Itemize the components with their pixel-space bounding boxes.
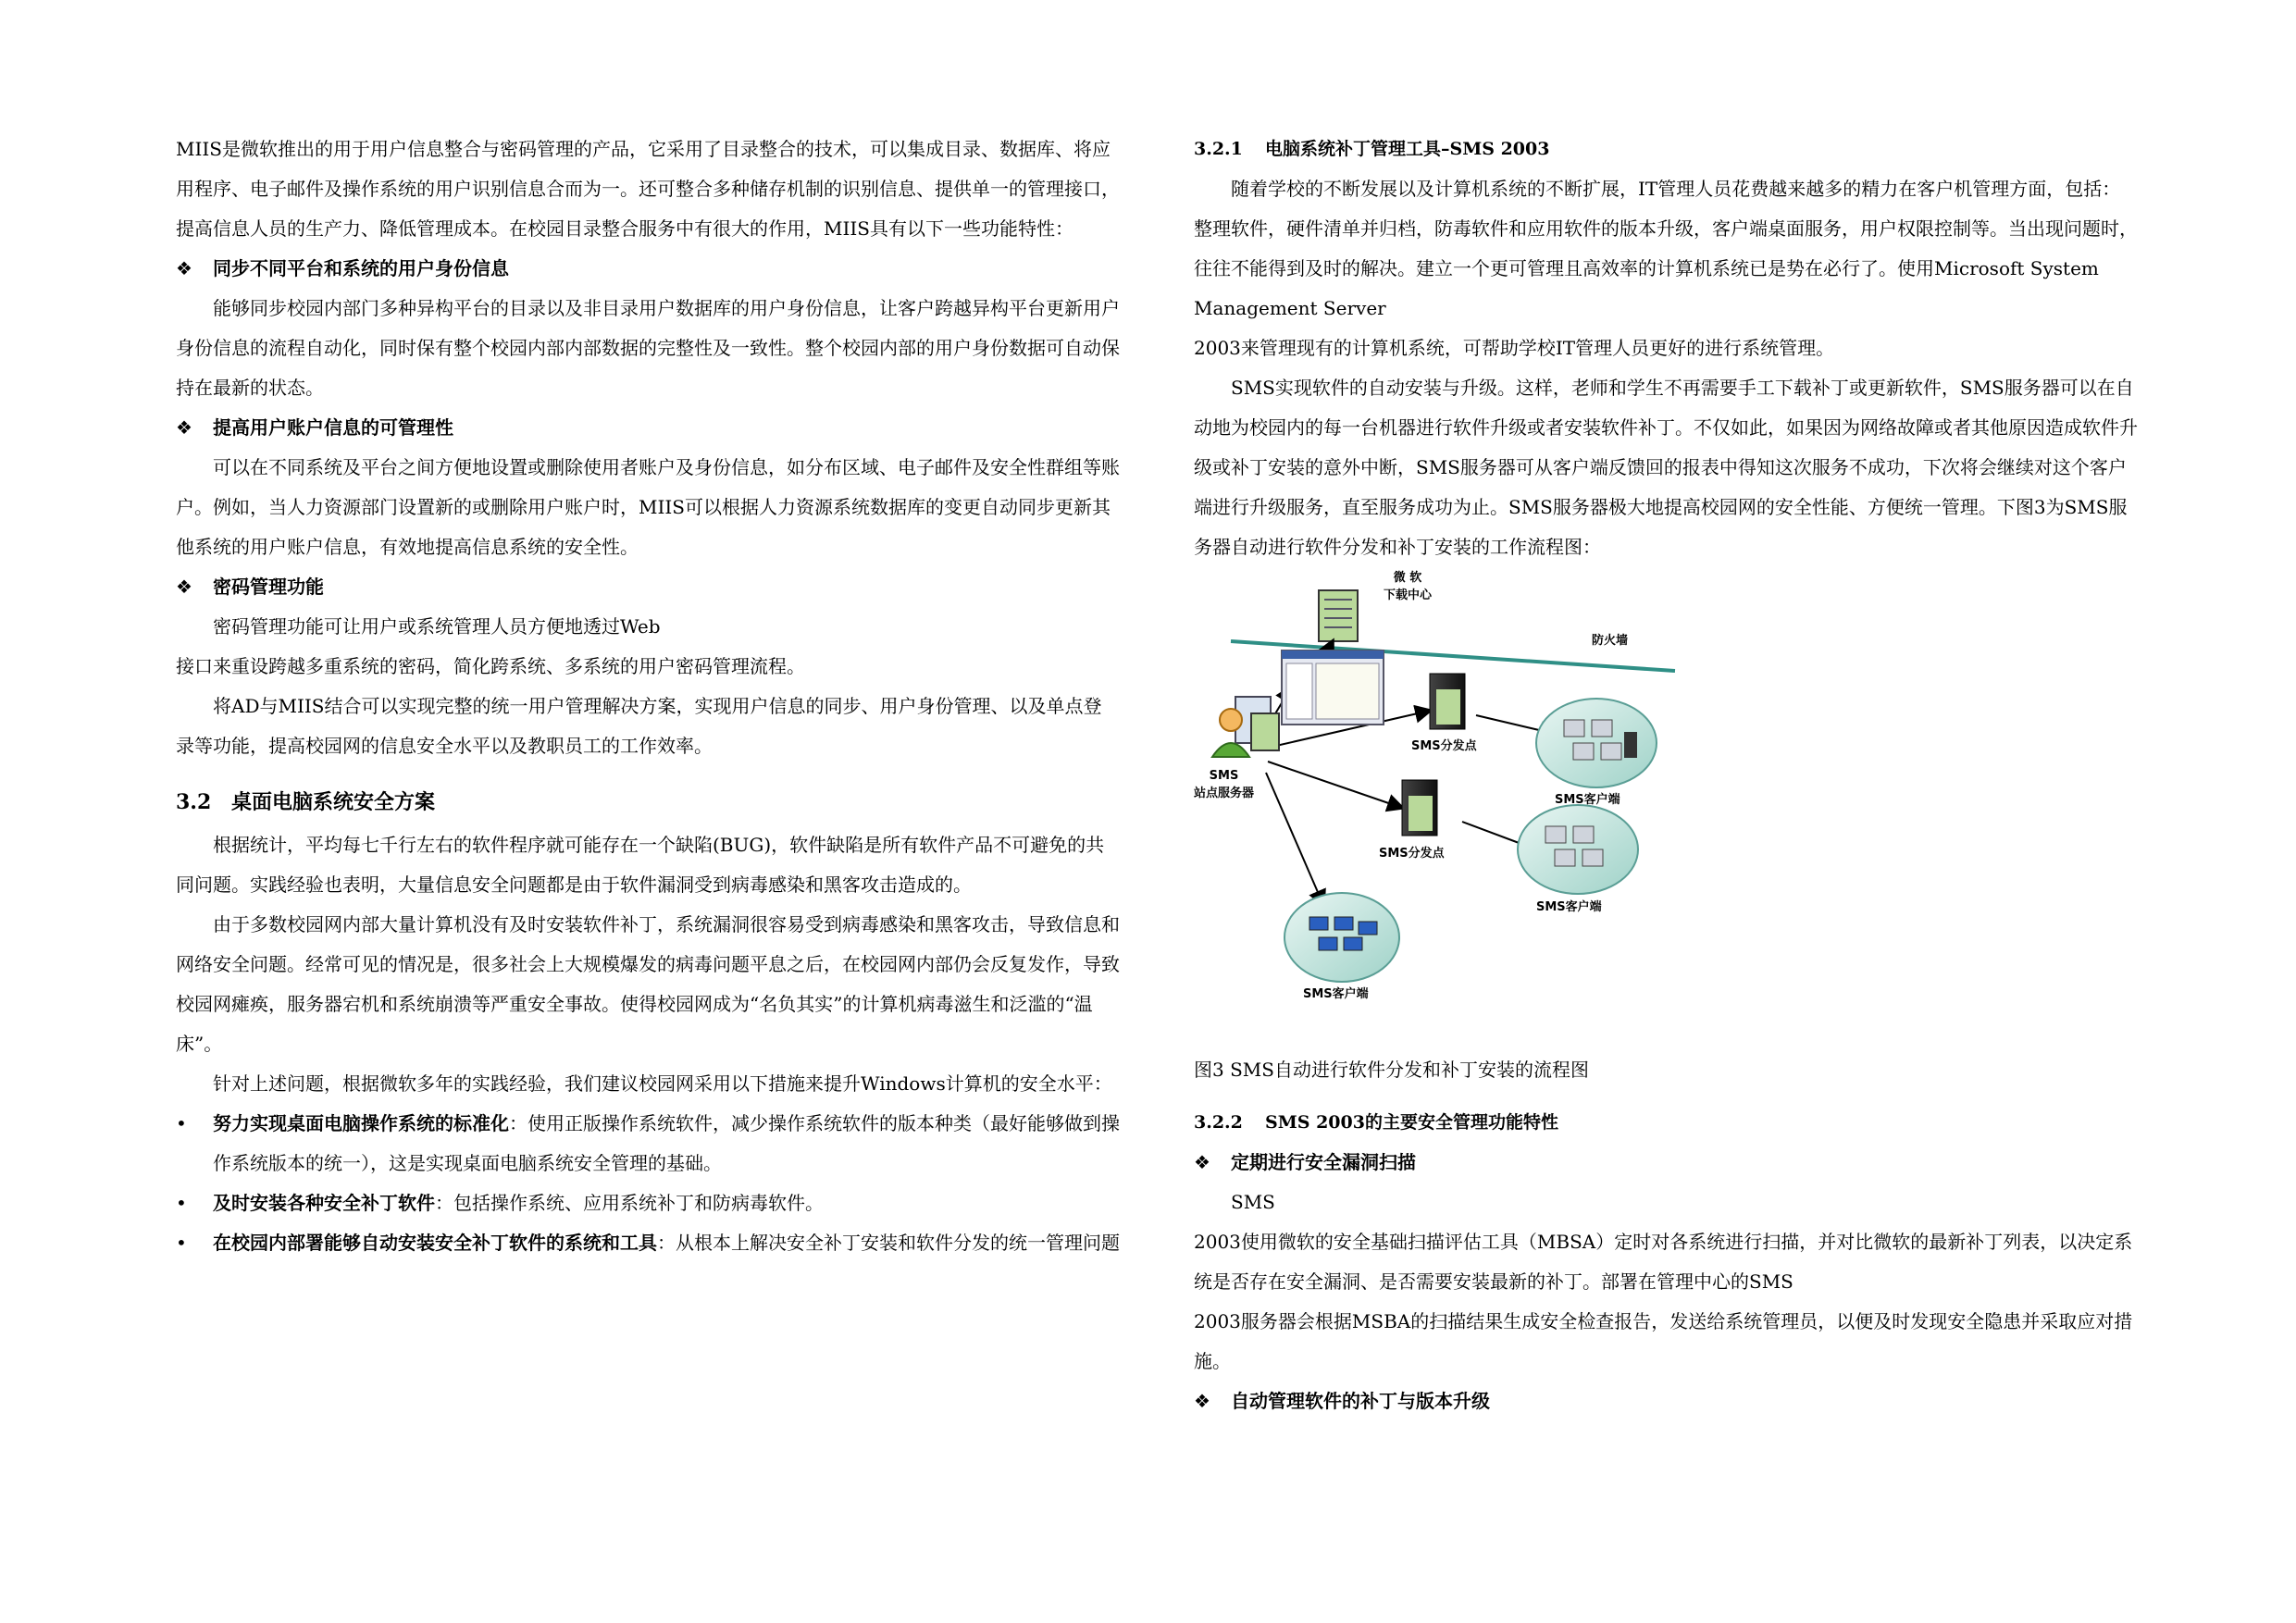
bullet-heading: ❖ 提高用户账户信息的可管理性 [176, 408, 1120, 448]
arrow [1266, 773, 1323, 905]
download-center-label: 微 软 下载中心 [1384, 571, 1433, 602]
paragraph: 2003服务器会根据MSBA的扫描结果生成安全检查报告，发送给系统管理员，以便及时发现安全隐患并采取应对措施。 [1194, 1310, 2133, 1372]
diamond-bullet-icon: ❖ [1194, 1390, 1210, 1412]
paragraph: 由于多数校园网内部大量计算机没有及时安装软件补丁，系统漏洞很容易受到病毒感染和黑客攻击，导致信息和网络安全问题。经常可见的情况是，很多社会上大规模爆发的病毒问题平息之后，在校园网内部仍会反复发作，导致校园网瘫痪，服务器宕机和系统崩溃等严重安全事故。使得校园网成为“名负其实”的计算机病毒滋生和泛滥的“温床”。 [176, 913, 1120, 1055]
right-column [1194, 130, 2138, 1421]
paragraph: 针对上述问题，根据微软多年的实践经验，我们建议校园网采用以下措施来提升Windows计算机的安全水平： [213, 1072, 1112, 1095]
client-label: SMS客户端 [1536, 900, 1602, 914]
subsection-heading: 3.2.2 SMS 2003的主要安全管理功能特性 [1194, 1112, 1558, 1133]
paragraph: 密码管理功能可让用户或系统管理人员方便地透过Web [213, 615, 661, 638]
distribution-point-label: SMS分发点 [1379, 847, 1445, 861]
dot-bullet-icon: • [176, 1232, 187, 1254]
diamond-bullet-icon: ❖ [176, 416, 192, 439]
paragraph: MIIS是微软推出的用于用户信息整合与密码管理的产品，它采用了目录整合的技术，可以集成目录、数据库、将应用程序、电子邮件及操作系统的用户识别信息合而为一。还可整合多种储存机制的识别信息、提供单一的管理接口，提高信息人员的生产力、降低管理成本。在校园目录整合服务中有很大的作用，MIIS具有以下一些功能特性： [176, 138, 1120, 240]
distribution-point-label: SMS分发点 [1411, 739, 1477, 753]
paragraph: 2003使用微软的安全基础扫描评估工具（MBSA）定时对各系统进行扫描，并对比微软的最新补丁列表，以决定系统是否存在安全漏洞、是否需要安装最新的补丁。部署在管理中心的SMS [1194, 1231, 2133, 1293]
download-center-icon [1319, 590, 1358, 641]
paragraph: 2003来管理现有的计算机系统，可帮助学校IT管理人员更好的进行系统管理。 [1194, 337, 1835, 359]
sms-flow-diagram [1194, 567, 1712, 1048]
paragraph: 将AD与MIIS结合可以实现完整的统一用户管理解决方案，实现用户信息的同步、用户身份管理、以及单点登录等功能，提高校园网的信息安全水平以及教职员工的工作效率。 [176, 695, 1102, 757]
diagram-canvas [1194, 567, 1712, 1048]
list-item: • 在校园内部署能够自动安装安全补丁软件的系统和工具：从根本上解决安全补丁安装和软件分发的统一管理问题 [176, 1223, 1120, 1263]
client-group-icon [1518, 805, 1638, 894]
diamond-bullet-icon: ❖ [176, 257, 192, 279]
figure-caption: 图3 SMS自动进行软件分发和补丁安装的流程图 [1194, 1059, 1589, 1081]
dot-bullet-icon: • [176, 1192, 187, 1214]
paragraph: 可以在不同系统及平台之间方便地设置或删除使用者账户及身份信息，如分布区域、电子邮件及安全性群组等账户。例如，当人力资源部门设置新的或删除用户账户时，MIIS可以根据人力资源系统数据库的变更自动同步更新其他系统的用户账户信息，有效地提高信息系统的安全性。 [176, 456, 1120, 558]
client-group-icon [1536, 699, 1657, 787]
bullet-heading: ❖ 定期进行安全漏洞扫描 [1194, 1143, 2138, 1183]
paragraph: 能够同步校园内部门多种异构平台的目录以及非目录用户数据库的用户身份信息，让客户跨越异构平台更新用户身份信息的流程自动化，同时保有整个校园内部内部数据的完整性及一致性。整个校园内部的用户身份数据可自动保持在最新的状态。 [176, 297, 1120, 399]
arrow [1268, 762, 1402, 808]
paragraph: 接口来重设跨越多重系统的密码，简化跨系统、多系统的用户密码管理流程。 [176, 655, 805, 677]
paragraph: 随着学校的不断发展以及计算机系统的不断扩展，IT管理人员花费越来越多的精力在客户机管理方面，包括：整理软件，硬件清单并归档，防毒软件和应用软件的版本升级，客户端桌面服务，用户权限控制等。当出现问题时，往往不能得到及时的解决。建立一个更可管理且高效率的计算机系统已是势在必行了。使用Microsoft System Management Server [1194, 178, 2138, 319]
list-item: • 努力实现桌面电脑操作系统的标准化：使用正版操作系统软件，减少操作系统软件的版本种类（最好能够做到操作系统版本的统一），这是实现桌面电脑系统安全管理的基础。 [176, 1104, 1120, 1183]
paragraph: SMS实现软件的自动安装与升级。这样，老师和学生不再需要手工下载补丁或更新软件，SMS服务器可以在自动地为校园内的每一台机器进行软件升级或者安装软件补丁。不仅如此，如果因为网络故障或者其他原因造成软件升级或补丁安装的意外中断，SMS服务器可从客户端反馈回的报表中得知这次服务不成功，下次将会继续对这个客户端进行升级服务，直至服务成功为止。SMS服务器极大地提高校园网的安全性能、方便统一管理。下图3为SMS服务器自动进行软件分发和补丁安装的工作流程图： [1194, 377, 2138, 558]
bullet-heading: ❖ 自动管理软件的补丁与版本升级 [1194, 1381, 2138, 1421]
client-label: SMS客户端 [1303, 987, 1369, 1001]
list-item: • 及时安装各种安全补丁软件：包括操作系统、应用系统补丁和防病毒软件。 [176, 1183, 1120, 1223]
subsection-heading: 3.2.1 电脑系统补丁管理工具–SMS 2003 [1194, 139, 1550, 159]
client-group-icon [1285, 893, 1399, 982]
dot-bullet-icon: • [176, 1112, 187, 1134]
console-screenshot-icon [1282, 650, 1384, 725]
bullet-heading: ❖ 密码管理功能 [176, 567, 1120, 607]
diamond-bullet-icon: ❖ [1194, 1151, 1210, 1173]
distribution-server-icon [1430, 674, 1465, 729]
distribution-server-icon [1402, 780, 1437, 836]
paragraph: SMS [1231, 1191, 1275, 1213]
paragraph: 根据统计，平均每七千行左右的软件程序就可能存在一个缺陷(BUG)，软件缺陷是所有软件产品不可避免的共同问题。实践经验也表明，大量信息安全问题都是由于软件漏洞受到病毒感染和黑客攻击造成的。 [176, 834, 1105, 896]
section-heading: 3.2 桌面电脑系统安全方案 [176, 790, 436, 814]
firewall-label: 防火墙 [1592, 634, 1629, 648]
left-column [176, 130, 1120, 1263]
site-server-icon [1212, 697, 1279, 757]
diamond-bullet-icon: ❖ [176, 576, 192, 598]
bullet-heading: ❖ 同步不同平台和系统的用户身份信息 [176, 249, 1120, 289]
site-server-label: SMS 站点服务器 [1194, 769, 1255, 800]
client-label: SMS客户端 [1555, 793, 1620, 807]
